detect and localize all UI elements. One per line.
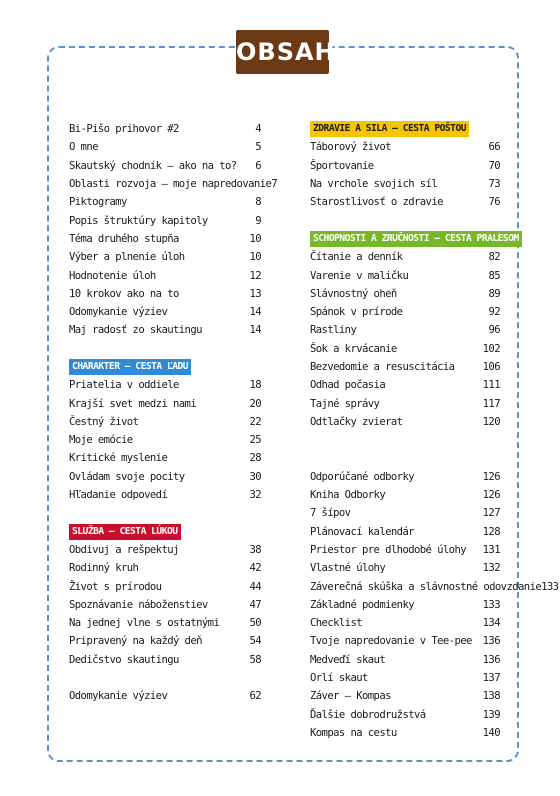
toc-entry-page: 132 <box>482 562 500 575</box>
toc-entry-title: Odhad počasia <box>310 379 386 392</box>
toc-entry[interactable] <box>310 266 500 284</box>
spacer <box>69 669 261 687</box>
toc-entry[interactable] <box>69 285 261 303</box>
toc-entry-page: 92 <box>488 306 500 319</box>
toc-entry-title: Odomykanie výziev <box>69 306 168 319</box>
toc-entry-page: 32 <box>249 489 261 502</box>
toc-entry-title: Orlí skaut <box>310 672 368 685</box>
intro-list <box>69 120 278 340</box>
toc-entry-title: Popis štruktúry kapitoly <box>69 214 208 227</box>
toc-entry-page: 13 <box>249 287 261 300</box>
toc-entry-page: 138 <box>482 690 500 703</box>
toc-entry-title: Tvoje napredovanie v Tee-pee <box>310 635 472 648</box>
toc-entry[interactable] <box>69 687 261 705</box>
toc-entry[interactable] <box>69 468 261 486</box>
schopnosti-list <box>310 248 500 431</box>
toc-entry[interactable] <box>69 120 261 138</box>
toc-entry[interactable] <box>69 413 261 431</box>
toc-entry-title: Varenie v maličku <box>310 269 409 282</box>
toc-entry-page: 44 <box>249 580 261 593</box>
toc-entry[interactable] <box>310 504 500 522</box>
extras-list <box>310 468 559 742</box>
toc-entry-title: Život s prírodou <box>69 580 162 593</box>
toc-entry-title: Ďalšie dobrodružstvá <box>310 708 426 721</box>
toc-entry[interactable] <box>69 157 261 175</box>
page-title: OBSAH <box>236 30 329 74</box>
toc-entry-title: O mne <box>69 141 98 154</box>
toc-entry-title: Na jednej vlne s ostatnými <box>69 617 220 630</box>
toc-entry-page: 47 <box>249 598 261 611</box>
toc-entry-page: 38 <box>249 543 261 556</box>
toc-entry-title: Plánovací kalendár <box>310 525 415 538</box>
toc-entry[interactable] <box>310 138 500 156</box>
toc-entry[interactable] <box>69 303 261 321</box>
toc-entry-title: Medveďí skaut <box>310 653 386 666</box>
spacer <box>310 431 500 449</box>
spacer <box>310 449 500 467</box>
toc-entry-page: 102 <box>482 342 500 355</box>
toc-entry[interactable] <box>310 706 500 724</box>
toc-entry-title: Obdivuj a rešpektuj <box>69 543 179 556</box>
toc-entry-page: 42 <box>249 562 261 575</box>
section-heading: SCHOPNOSTI A ZRUČNOSTI – CESTA PRALESOM <box>310 231 522 247</box>
toc-entry[interactable] <box>69 376 261 394</box>
toc-entry-page: 96 <box>488 324 500 337</box>
toc-entry-page: 25 <box>249 434 261 447</box>
section-sluzba <box>69 523 261 541</box>
toc-entry-page: 111 <box>482 379 500 392</box>
toc-entry-title: Táborový život <box>310 141 391 154</box>
toc-entry[interactable] <box>310 541 500 559</box>
toc-entry-page: 85 <box>488 269 500 282</box>
toc-entry-title: Piktogramy <box>69 196 127 209</box>
toc-entry-page: 126 <box>482 489 500 502</box>
toc-entry-page: 62 <box>249 690 261 703</box>
toc-entry-page: 4 <box>255 123 261 136</box>
toc-entry-page: 70 <box>488 159 500 172</box>
toc-entry-page: 120 <box>482 415 500 428</box>
toc-entry-title: Rodinný kruh <box>69 562 139 575</box>
toc-entry[interactable] <box>69 541 261 559</box>
toc-entry-title: Záverečná skúška a slávnostné odovzdanie <box>310 580 542 593</box>
toc-entry[interactable] <box>310 577 559 595</box>
toc-entry-page: 89 <box>488 287 500 300</box>
toc-entry-title: Čítanie a denník <box>310 251 403 264</box>
toc-entry[interactable] <box>310 394 500 412</box>
toc-entry-page: 54 <box>249 635 261 648</box>
toc-entry-page: 127 <box>482 507 500 520</box>
toc-entry-page: 137 <box>482 672 500 685</box>
section-charakter <box>69 358 261 376</box>
toc-entry[interactable] <box>310 193 500 211</box>
toc-entry-title: Dedičstvo skautingu <box>69 653 179 666</box>
toc-entry[interactable] <box>69 486 261 504</box>
toc-entry-title: Maj radosť zo skautingu <box>69 324 202 337</box>
toc-entry[interactable] <box>310 486 500 504</box>
zdravie-list <box>310 138 500 211</box>
toc-entry-title: Na vrchole svojich síl <box>310 178 438 191</box>
toc-entry-page: 136 <box>482 653 500 666</box>
toc-entry-page: 131 <box>482 543 500 556</box>
toc-entry[interactable] <box>310 285 500 303</box>
toc-entry-title: Kritické myslenie <box>69 452 168 465</box>
toc-entry-title: Základné podmienky <box>310 598 415 611</box>
toc-entry-page: 7 <box>271 178 278 191</box>
toc-entry-page: 6 <box>255 159 261 172</box>
toc-entry-page: 73 <box>488 178 500 191</box>
toc-entry[interactable] <box>310 559 500 577</box>
toc-entry-title: Kompas na cestu <box>310 726 397 739</box>
toc-entry-page: 58 <box>249 653 261 666</box>
toc-entry[interactable] <box>69 449 261 467</box>
toc-entry[interactable] <box>310 248 500 266</box>
toc-entry-title: Hľadanie odpovedí <box>69 489 168 502</box>
toc-entry-page: 128 <box>482 525 500 538</box>
toc-entry[interactable] <box>69 614 261 632</box>
toc-entry[interactable] <box>69 559 261 577</box>
toc-left-column <box>69 120 278 706</box>
toc-entry[interactable] <box>69 394 261 412</box>
toc-entry-page: 12 <box>249 269 261 282</box>
toc-entry-title: Krajší svet medzi nami <box>69 397 197 410</box>
toc-entry-title: Bi-Pišo prihovor #2 <box>69 123 179 136</box>
toc-entry[interactable] <box>310 614 500 632</box>
section-zdravie <box>310 120 500 138</box>
toc-entry-title: Skautský chodník – ako na to? <box>69 159 237 172</box>
toc-entry-page: 14 <box>249 324 261 337</box>
toc-entry[interactable] <box>69 577 261 595</box>
toc-entry[interactable] <box>310 669 500 687</box>
toc-entry-page: 50 <box>249 617 261 630</box>
toc-entry[interactable] <box>310 724 500 742</box>
toc-entry-title: Odporúčané odborky <box>310 470 415 483</box>
toc-entry-title: Téma druhého stupňa <box>69 232 179 245</box>
toc-entry[interactable] <box>69 632 261 650</box>
toc-entry[interactable] <box>69 175 278 193</box>
toc-entry-title: Športovanie <box>310 159 374 172</box>
toc-entry[interactable] <box>69 193 261 211</box>
toc-entry-title: Spánok v prírode <box>310 306 403 319</box>
toc-entry-title: Záver – Kompas <box>310 690 391 703</box>
section-schopnosti <box>310 230 519 248</box>
toc-entry-title: Starostlivosť o zdravie <box>310 196 443 209</box>
toc-entry-page: 9 <box>255 214 261 227</box>
toc-entry[interactable] <box>310 413 500 431</box>
toc-entry-page: 5 <box>255 141 261 154</box>
toc-entry-title: Moje emócie <box>69 434 133 447</box>
toc-entry-page: 14 <box>249 306 261 319</box>
toc-entry[interactable] <box>310 376 500 394</box>
toc-entry-title: Výber a plnenie úloh <box>69 251 185 264</box>
toc-entry-title: Ovládam svoje pocity <box>69 470 185 483</box>
toc-entry-title: Priatelia v oddiele <box>69 379 179 392</box>
toc-entry-title: Odomykanie výziev <box>69 690 168 703</box>
toc-entry[interactable] <box>310 632 500 650</box>
toc-entry-title: Šok a krvácanie <box>310 342 397 355</box>
toc-entry-page: 76 <box>488 196 500 209</box>
toc-entry-title: Checklist <box>310 617 363 630</box>
toc-entry[interactable] <box>69 211 261 229</box>
toc-entry-page: 10 <box>249 251 261 264</box>
toc-entry[interactable] <box>310 175 500 193</box>
toc-entry[interactable] <box>69 651 261 669</box>
toc-entry-page: 133 <box>541 580 559 593</box>
toc-entry-title: 10 krokov ako na to <box>69 287 179 300</box>
spacer <box>310 211 500 229</box>
toc-entry[interactable] <box>310 651 500 669</box>
toc-entry[interactable] <box>310 340 500 358</box>
toc-entry[interactable] <box>310 303 500 321</box>
toc-entry-page: 136 <box>482 635 500 648</box>
toc-right-column <box>310 120 559 742</box>
toc-entry-page: 22 <box>249 415 261 428</box>
toc-entry-page: 117 <box>482 397 500 410</box>
toc-entry[interactable] <box>310 596 500 614</box>
toc-entry-page: 18 <box>249 379 261 392</box>
toc-entry-title: Slávnostný oheň <box>310 287 397 300</box>
sluzba-list <box>69 541 261 669</box>
toc-entry-title: Pripravený na každý deň <box>69 635 202 648</box>
toc-entry-page: 133 <box>482 598 500 611</box>
toc-entry[interactable] <box>69 138 261 156</box>
toc-entry-title: Spoznávanie náboženstiev <box>69 598 208 611</box>
toc-entry[interactable] <box>69 248 261 266</box>
toc-entry[interactable] <box>69 266 261 284</box>
toc-entry-title: Čestný život <box>69 415 139 428</box>
toc-entry-title: Oblasti rozvoja – moje napredovanie <box>69 178 272 191</box>
toc-entry[interactable] <box>310 687 500 705</box>
toc-entry[interactable] <box>69 230 261 248</box>
toc-entry-page: 8 <box>255 196 261 209</box>
toc-entry-title: Odtlačky zvierat <box>310 415 403 428</box>
toc-entry-page: 30 <box>249 470 261 483</box>
toc-entry[interactable] <box>310 523 500 541</box>
toc-entry[interactable] <box>69 431 261 449</box>
section-heading: SLUŽBA – CESTA LÚKOU <box>69 524 181 540</box>
toc-entry[interactable] <box>310 157 500 175</box>
toc-entry-page: 20 <box>249 397 261 410</box>
toc-entry-title: Bezvedomie a resuscitácia <box>310 361 455 373</box>
spacer <box>69 504 261 522</box>
toc-entry-page: 139 <box>482 708 500 721</box>
toc-entry-page: 126 <box>482 470 500 483</box>
section-heading: CHARAKTER – CESTA ĽADU <box>69 359 191 375</box>
toc-entry[interactable] <box>310 321 500 339</box>
toc-entry-page: 106 <box>482 361 500 373</box>
toc-entry-title: Rastliny <box>310 324 357 337</box>
toc-entry-title: Kniha Odborky <box>310 489 386 502</box>
section-heading: ZDRAVIE A SILA – CESTA POŠTOU <box>310 121 469 137</box>
toc-entry-title: Vlastné úlohy <box>310 562 386 575</box>
toc-entry-page: 140 <box>482 726 500 739</box>
toc-entry-page: 28 <box>249 452 261 465</box>
toc-entry-title: 7 šípov <box>310 507 351 520</box>
spacer <box>69 340 261 358</box>
toc-entry[interactable] <box>310 358 500 376</box>
toc-entry-page: 66 <box>488 141 500 154</box>
toc-entry-title: Priestor pre dlhodobé úlohy <box>310 543 467 556</box>
toc-entry-page: 10 <box>249 232 261 245</box>
toc-entry[interactable] <box>310 468 500 486</box>
toc-entry[interactable] <box>69 321 261 339</box>
toc-entry-title: Tajné správy <box>310 397 380 410</box>
toc-entry[interactable] <box>69 596 261 614</box>
charakter-list <box>69 376 261 504</box>
toc-entry-title: Hodnotenie úloh <box>69 269 156 282</box>
toc-entry-page: 82 <box>488 251 500 264</box>
toc-entry-page: 134 <box>482 617 500 630</box>
